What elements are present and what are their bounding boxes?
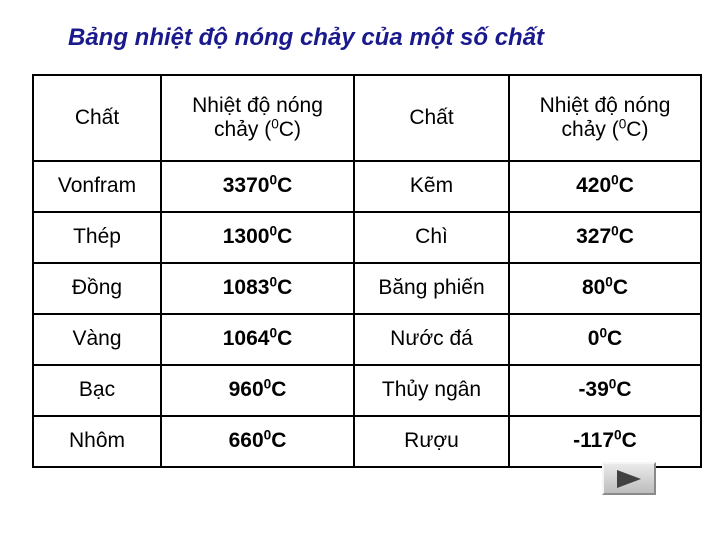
melting-point-value: $960^0C$: [161, 365, 354, 416]
table-row: [33, 161, 701, 212]
table-row: [33, 416, 701, 467]
substance-name: Nhôm: [33, 416, 161, 467]
substance-name: Nước đá: [354, 314, 509, 365]
header-melting-temp-2: Nhiệt độ nóng chảy ($^0$C): [509, 75, 701, 161]
melting-point-value: 1064$^0$C: [161, 314, 354, 365]
melting-point-value: $-39^0C$: [509, 365, 701, 416]
melting-point-value: 3370$^0$C: [161, 161, 354, 212]
table-row: [33, 314, 701, 365]
melting-point-value: $0^0C$: [509, 314, 701, 365]
substance-name: Vàng: [33, 314, 161, 365]
melting-point-value: $-117^0C$: [509, 416, 701, 467]
table-row: [33, 212, 701, 263]
substance-name: Chì: [354, 212, 509, 263]
melting-point-table: [32, 74, 702, 468]
melting-point-value: $327^0C$: [509, 212, 701, 263]
substance-name: Kẽm: [354, 161, 509, 212]
melting-point-value: $80^0C$: [509, 263, 701, 314]
page-title: Bảng nhiệt độ nóng chảy của một số chất: [68, 24, 545, 51]
table-row: [33, 263, 701, 314]
substance-name: Thủy ngân: [354, 365, 509, 416]
substance-name: Bạc: [33, 365, 161, 416]
melting-point-value: 1083$^0$C: [161, 263, 354, 314]
header-substance-2: Chất: [354, 75, 509, 161]
table-row: [33, 365, 701, 416]
header-melting-temp-1: Nhiệt độ nóng chảy ($^0$C): [161, 75, 354, 161]
melting-point-value: $660^0C$: [161, 416, 354, 467]
play-next-icon: [616, 469, 642, 489]
substance-name: Thép: [33, 212, 161, 263]
header-substance-1: Chất: [33, 75, 161, 161]
substance-name: Đồng: [33, 263, 161, 314]
next-slide-button[interactable]: [602, 462, 656, 495]
melting-point-value: $420^0C$: [509, 161, 701, 212]
substance-name: Rượu: [354, 416, 509, 467]
substance-name: Băng phiến: [354, 263, 509, 314]
melting-point-value: 1300$^0$C: [161, 212, 354, 263]
table-header-row: [33, 75, 701, 161]
substance-name: Vonfram: [33, 161, 161, 212]
